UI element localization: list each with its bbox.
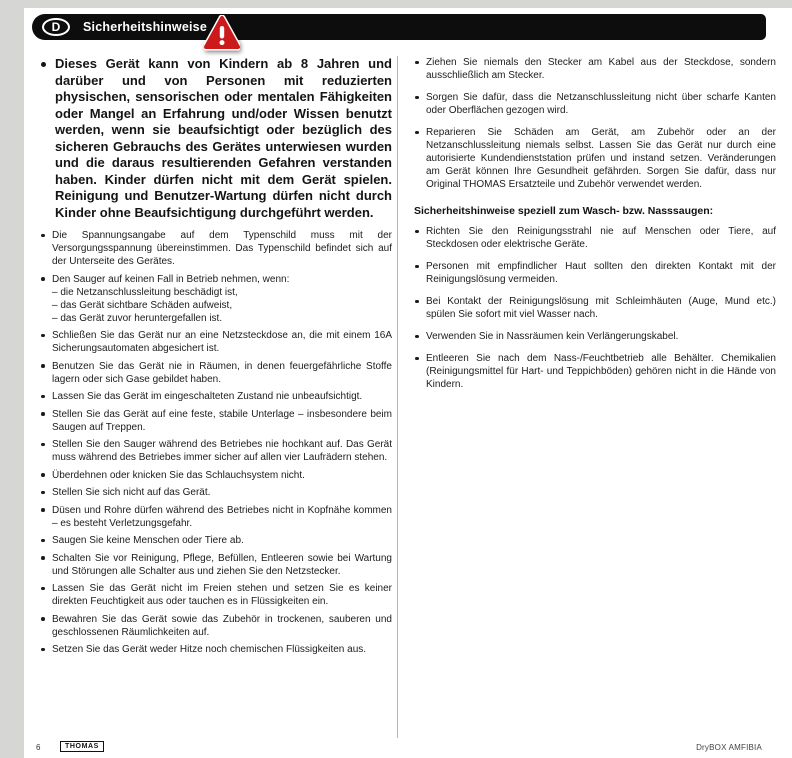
sub-list-item: – die Netzanschlussleitung beschädigt ist, [52, 286, 238, 298]
region-badge: D [42, 18, 70, 36]
list-item: Den Sauger auf keinen Fall in Betrieb nehmen, wenn: – die Netzanschlussleitung beschädigt ist, – das Gerät sichtbare Schäden aufweist, – das Gerät zuvor heruntergefallen ist. [40, 273, 392, 325]
model-name: DryBOX AMFIBIA [696, 743, 762, 752]
list-item: Bei Kontakt der Reinigungslösung mit Schleimhäuten (Auge, Mund etc.) spülen Sie sofort mit viel Wasser nach. [414, 295, 776, 321]
list-item: Ziehen Sie niemals den Stecker am Kabel aus der Steckdose, sondern ausschließlich am Stecker. [414, 56, 776, 82]
sub-list-item: – das Gerät zuvor heruntergefallen ist. [52, 312, 223, 324]
sub-list-item: – das Gerät sichtbare Schäden aufweist, [52, 299, 233, 311]
intro-warning-text: Dieses Gerät kann von Kindern ab 8 Jahren und darüber und von Personen mit reduzierten physischen, sensorischen oder mentalen Fähigkeiten oder Mangel an Erfahrung und/oder Wissen benutzt werden, wenn sie beaufsichtigt oder bezüglich des sicheren Gebrauchs des Gerätes unterwiesen wurden und die daraus resultierenden Gefahren verstanden haben. Kinder dürfen nicht mit dem Gerät spielen. Reinigung und Benutzer-Wartung dürfen nicht durch Kinder ohne Beaufsichtigung durchgeführt werden. [40, 56, 392, 221]
list-item: Reparieren Sie Schäden am Gerät, am Zubehör oder an der Netzanschlussleitung niemals selbst. Lassen Sie das Gerät nur durch eine autorisierte Kundendienststation prüfen und instand setzen. Veränderungen am Gerät können Ihre Gesundheit gefährden. Sorgen Sie dafür, dass nur Original THOMAS Ersatzteile und Zubehör verwendet werden. [414, 126, 776, 191]
manual-page [24, 8, 792, 758]
list-item: Benutzen Sie das Gerät nie in Räumen, in denen feuergefährliche Stoffe lagern oder sich Gase gebildet haben. [40, 360, 392, 386]
list-item: Schließen Sie das Gerät nur an eine Netzsteckdose an, die mit einem 16A Sicherungsautomaten abgesichert ist. [40, 329, 392, 355]
list-item: Richten Sie den Reinigungsstrahl nie auf Menschen oder Tiere, auf Steckdosen oder elektrische Geräte. [414, 225, 776, 251]
list-item: Sorgen Sie dafür, dass die Netzanschlussleitung nicht über scharfe Kanten oder Oberflächen gezogen wird. [414, 91, 776, 117]
list-item: Bewahren Sie das Gerät sowie das Zubehör in trockenen, sauberen und geschlossenen Räumlichkeiten auf. [40, 613, 392, 639]
list-item: Stellen Sie den Sauger während des Betriebes nie hochkant auf. Das Gerät muss während des Betriebes immer sicher auf allen vier Laufrädern stehen. [40, 438, 392, 464]
list-item: Lassen Sie das Gerät nicht im Freien stehen und setzen Sie es keiner direkten Feuchtigkeit aus oder tauchen es in Flüssigkeiten ein. [40, 582, 392, 608]
left-column [40, 56, 392, 661]
list-item: Personen mit empfindlicher Haut sollten den direkten Kontakt mit der Reinigungslösung vermeiden. [414, 260, 776, 286]
list-item: Saugen Sie keine Menschen oder Tiere ab. [40, 534, 392, 547]
right-column [414, 56, 776, 400]
list-item: Düsen und Rohre dürfen während des Betriebes nicht in Kopfnähe kommen – es besteht Verletzungsgefahr. [40, 504, 392, 530]
list-item: Stellen Sie das Gerät auf eine feste, stabile Unterlage – insbesondere beim Saugen auf Treppen. [40, 408, 392, 434]
page-title: Sicherheitshinweise [83, 20, 207, 34]
list-item: Lassen Sie das Gerät im eingeschalteten Zustand nie unbeaufsichtigt. [40, 390, 392, 403]
safety-bullet-list-wet [414, 225, 776, 391]
safety-bullet-list-right [414, 56, 776, 191]
brand-logo: THOMAS [60, 741, 104, 752]
list-item: Verwenden Sie in Nassräumen kein Verlängerungskabel. [414, 330, 776, 343]
column-divider [397, 56, 398, 738]
safety-bullet-list-left [40, 229, 392, 656]
footer [34, 741, 764, 755]
warning-triangle-icon [204, 15, 240, 51]
list-item: Schalten Sie vor Reinigung, Pflege, Befüllen, Entleeren sowie bei Wartung und Störungen alle Schalter aus und ziehen Sie den Netzstecker. [40, 552, 392, 578]
list-item: Stellen Sie sich nicht auf das Gerät. [40, 486, 392, 499]
page-number: 6 [36, 743, 41, 752]
list-item: Die Spannungsangabe auf dem Typenschild muss mit der Versorgungsspannung übereinstimmen. Das Typenschild befindet sich auf der Unterseite des Gerätes. [40, 229, 392, 268]
list-item: Überdehnen oder knicken Sie das Schlauchsystem nicht. [40, 469, 392, 482]
header-bar [32, 14, 766, 40]
list-item: Setzen Sie das Gerät weder Hitze noch chemischen Flüssigkeiten aus. [40, 643, 392, 656]
list-item: Entleeren Sie nach dem Nass-/Feuchtbetrieb alle Behälter. Chemikalien (Reinigungsmittel für Hart- und Teppichböden) gehören nicht in die Hände von Kindern. [414, 352, 776, 391]
section-heading-wet-vacuum: Sicherheitshinweise speziell zum Wasch- bzw. Nasssaugen: [414, 205, 714, 217]
